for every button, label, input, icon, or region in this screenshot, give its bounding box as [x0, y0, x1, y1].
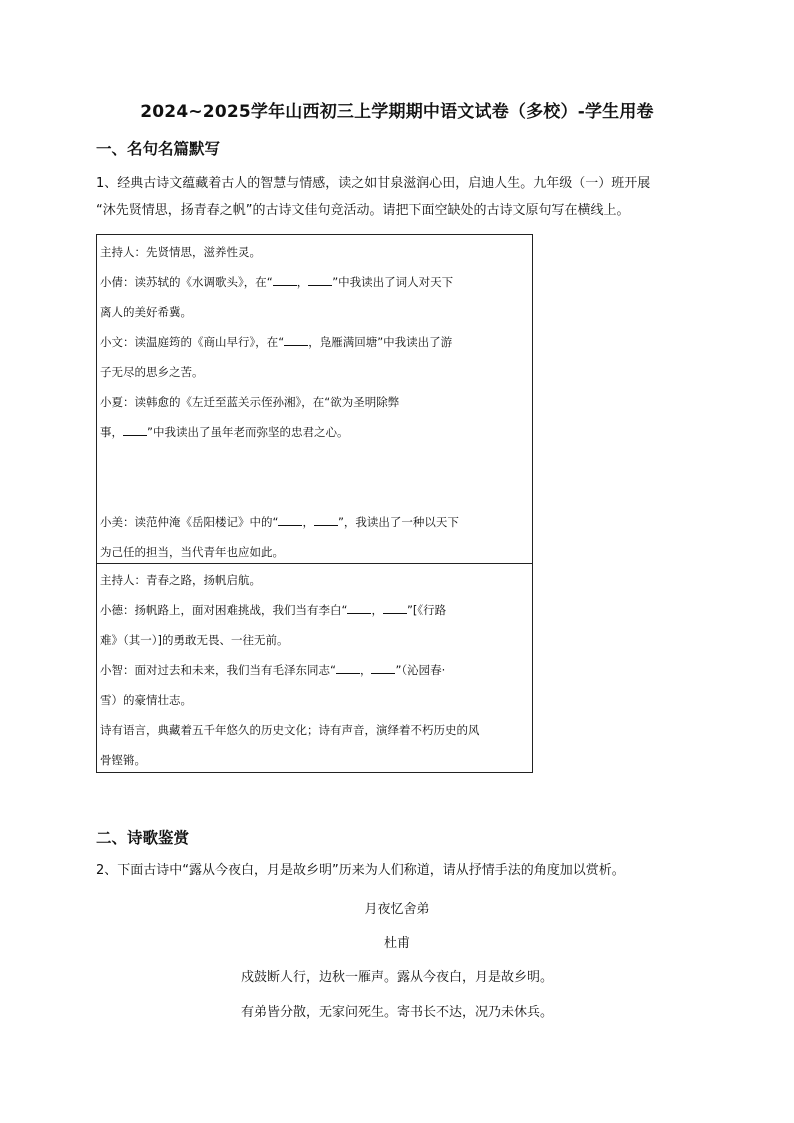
xiaoqian-line-cont: 离人的美好希冀。 — [100, 305, 192, 319]
answer-blank[interactable] — [308, 273, 332, 286]
poem-title: 月夜忆舍弟 — [364, 902, 430, 917]
xiaoqian-line: 小倩：读苏轼的《水调歌头》，在“ ， ”中我读出了词人对天下 — [100, 275, 454, 289]
question-1-line-1: 1、经典古诗文蕴藏着古人的智慧与情感，读之如甘泉滋润心田，启迪人生。九年级（一）班开展 — [96, 176, 651, 191]
question-1-text — [96, 170, 700, 224]
host-line-1: 主持人：先贤情思，滋养性灵。 — [100, 245, 261, 259]
answer-blank[interactable] — [273, 273, 297, 286]
answer-blank[interactable] — [347, 601, 371, 614]
poem-author: 杜甫 — [383, 936, 410, 951]
xiaode-line: 小德：扬帆路上，面对困难挑战，我们当有李白“ ， ”[《行路 — [100, 603, 447, 617]
xiaomei-line: 小美：读范仲淹《岳阳楼记》中的“ ， ”，我读出了一种以天下 — [100, 515, 459, 529]
xiaozhi-line-cont: 雪）的豪情壮志。 — [100, 693, 192, 707]
closing-line-cont: 骨铿锵。 — [100, 753, 146, 767]
dialogue-box-1 — [96, 234, 533, 564]
answer-blank[interactable] — [278, 513, 302, 526]
xiaoxia-line-cont: 事， ”中我读出了虽年老而弥坚的忠君之心。 — [100, 425, 349, 439]
host-line-2: 主持人：青春之路，扬帆启航。 — [100, 573, 261, 587]
xiaomei-line-cont: 为己任的担当，当代青年也应如此。 — [100, 545, 284, 559]
dialogue-box-2 — [96, 563, 533, 773]
section-heading-2: 二、诗歌鉴赏 — [96, 829, 190, 847]
answer-blank[interactable] — [383, 601, 407, 614]
poem-line-1: 戍鼓断人行，边秋一雁声。露从今夜白，月是故乡明。 — [240, 970, 553, 985]
answer-blank[interactable] — [123, 423, 147, 436]
question-2-line: 2、下面古诗中“露从今夜白，月是故乡明”历来为人们称道，请从抒情手法的角度加以赏析。 — [96, 863, 625, 878]
xiaowen-line: 小文：读温庭筠的《商山早行》，在“ ，凫雁满回塘”中我读出了游 — [100, 335, 453, 349]
xiaoxia-line: 小夏：读韩愈的《左迁至蓝关示侄孙湘》，在“欲为圣明除弊 — [100, 395, 400, 409]
question-1-line-2: “沐先贤情思，扬青春之帆”的古诗文佳句竞活动。请把下面空缺处的古诗文原句写在横线上。 — [96, 203, 630, 218]
poem-line-2: 有弟皆分散，无家问死生。寄书长不达，况乃未休兵。 — [240, 1005, 553, 1020]
xiaode-line-cont: 难》（其一）]的勇敢无畏、一往无前。 — [100, 633, 289, 647]
answer-blank[interactable] — [336, 661, 360, 674]
section-heading-1: 一、名句名篇默写 — [96, 140, 221, 158]
xiaozhi-line: 小智：面对过去和未来，我们当有毛泽东同志“ ， ”（沁园春· — [100, 663, 446, 677]
xiaowen-line-cont: 子无尽的思乡之苦。 — [100, 365, 204, 379]
answer-blank[interactable] — [314, 513, 338, 526]
answer-blank[interactable] — [284, 333, 308, 346]
closing-line: 诗有语言，典藏着五千年悠久的历史文化；诗有声音，演绎着不朽历史的风 — [100, 723, 480, 737]
answer-blank[interactable] — [371, 661, 395, 674]
page-title: 2024~2025学年山西初三上学期期中语文试卷（多校）-学生用卷 — [140, 102, 654, 122]
question-2-text — [96, 857, 700, 884]
